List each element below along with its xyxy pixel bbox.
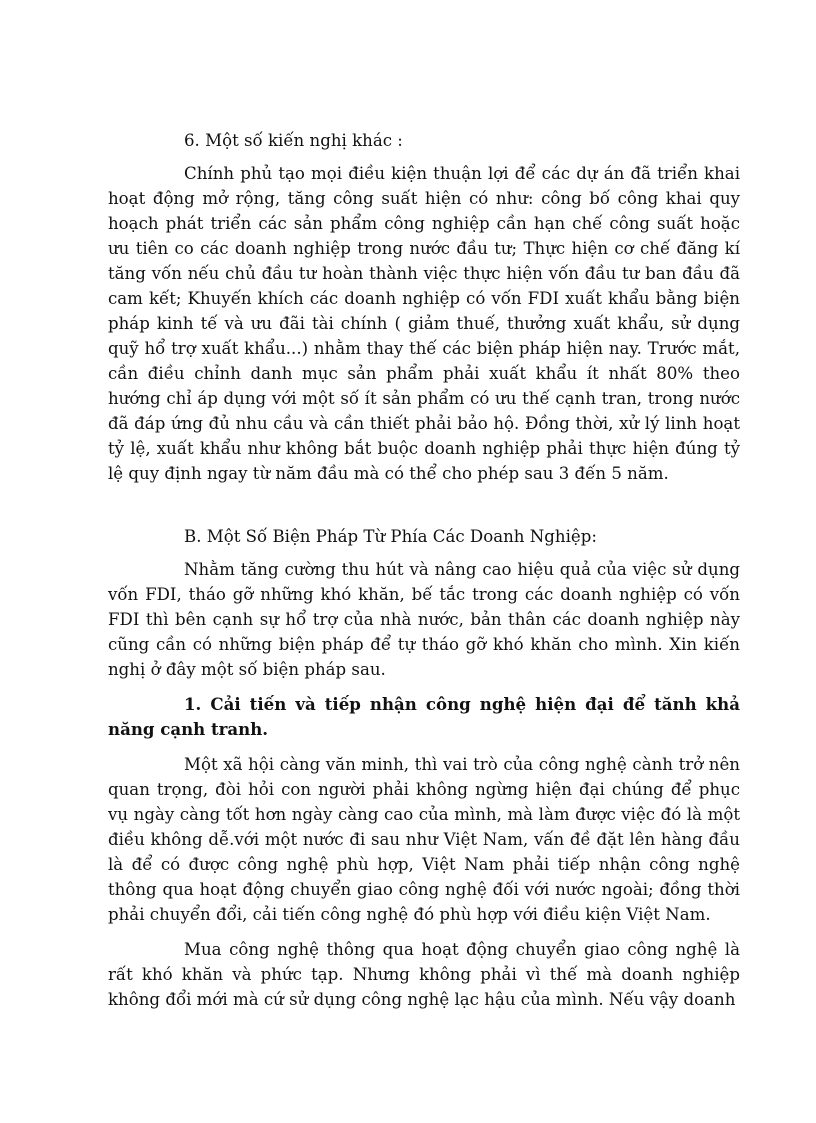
- subsection-1-heading: 1. Cải tiến và tiếp nhận công nghệ hiện đại để tănh khả năng cạnh tranh.: [108, 694, 740, 739]
- section-6-heading: 6. Một số kiến nghị khác :: [184, 131, 403, 150]
- document-page: [108, 128, 740, 1012]
- subsection-1-paragraph-2: Mua công nghệ thông qua hoạt động chuyển giao công nghệ là rất khó khăn và phức tạp. Nhưng không phải vì thế mà doanh nghiệp không đổi mới mà cứ sử dụng công nghệ lạc hậu của mình. Nếu vậy doanh: [108, 940, 740, 1009]
- subsection-1-paragraph-1: Một xã hội càng văn minh, thì vai trò của công nghệ cành trở nên quan trọng, đòi hỏi con người phải không ngừng hiện đại chúng để phục vụ ngày càng tốt hơn ngày càng cao của mình, mà làm được việc đó là một điều không dễ.với một nước đi sau như Việt Nam, vấn đề đặt lên hàng đầu là để có được công nghệ phù hợp, Việt Nam phải tiếp nhận công nghệ thông qua hoạt động chuyển giao công nghệ đối với nước ngoài; đồng thời phải chuyển đổi, cải tiến công nghệ đó phù hợp với điều kiện Việt Nam.: [108, 755, 740, 924]
- section-b-heading: B. Một Số Biện Pháp Từ Phía Các Doanh Nghiệp:: [184, 527, 597, 546]
- section-b-paragraph: Nhằm tăng cường thu hút và nâng cao hiệu quả của việc sử dụng vốn FDI, tháo gỡ những khó khăn, bế tắc trong các doanh nghiệp có vốn FDI thì bên cạnh sự hổ trợ của nhà nước, bản thân các doanh nghiệp này cũng cần có những biện pháp để tự tháo gỡ khó khăn cho mình. Xin kiến nghị ở đây một số biện pháp sau.: [108, 560, 740, 679]
- section-6-paragraph: Chính phủ tạo mọi điều kiện thuận lợi để các dự án đã triển khai hoạt động mở rộng, tăng công suất hiện có như: công bố công khai quy hoạch phát triển các sản phẩm công nghiệp cần hạn chế công suất hoặc ưu tiên co các doanh nghiệp trong nước đầu tư; Thực hiện cơ chế đăng kí tăng vốn nếu chủ đầu tư hoàn thành việc thực hiện vốn đầu tư ban đầu đã cam kết; Khuyến khích các doanh nghiệp có vốn FDI xuất khẩu bằng biện pháp kinh tế và ưu đãi tài chính ( giảm thuế, thưởng xuất khẩu, sử dụng quỹ hổ trợ xuất khẩu...) nhằm thay thế các biện pháp hiện nay. Trước mắt, cần điều chỉnh danh mục sản phẩm phải xuất khẩu ít nhất 80% theo hướng chỉ áp dụng với một số ít sản phẩm có ưu thế cạnh tran, trong nước đã đáp ứng đủ nhu cầu và cần thiết phải bảo hộ. Đồng thời, xử lý linh hoạt tỷ lệ, xuất khẩu như không bắt buộc doanh nghiệp phải thực hiện đúng tỷ lệ quy định ngay từ năm đầu mà có thể cho phép sau 3 đến 5 năm.: [108, 164, 740, 483]
